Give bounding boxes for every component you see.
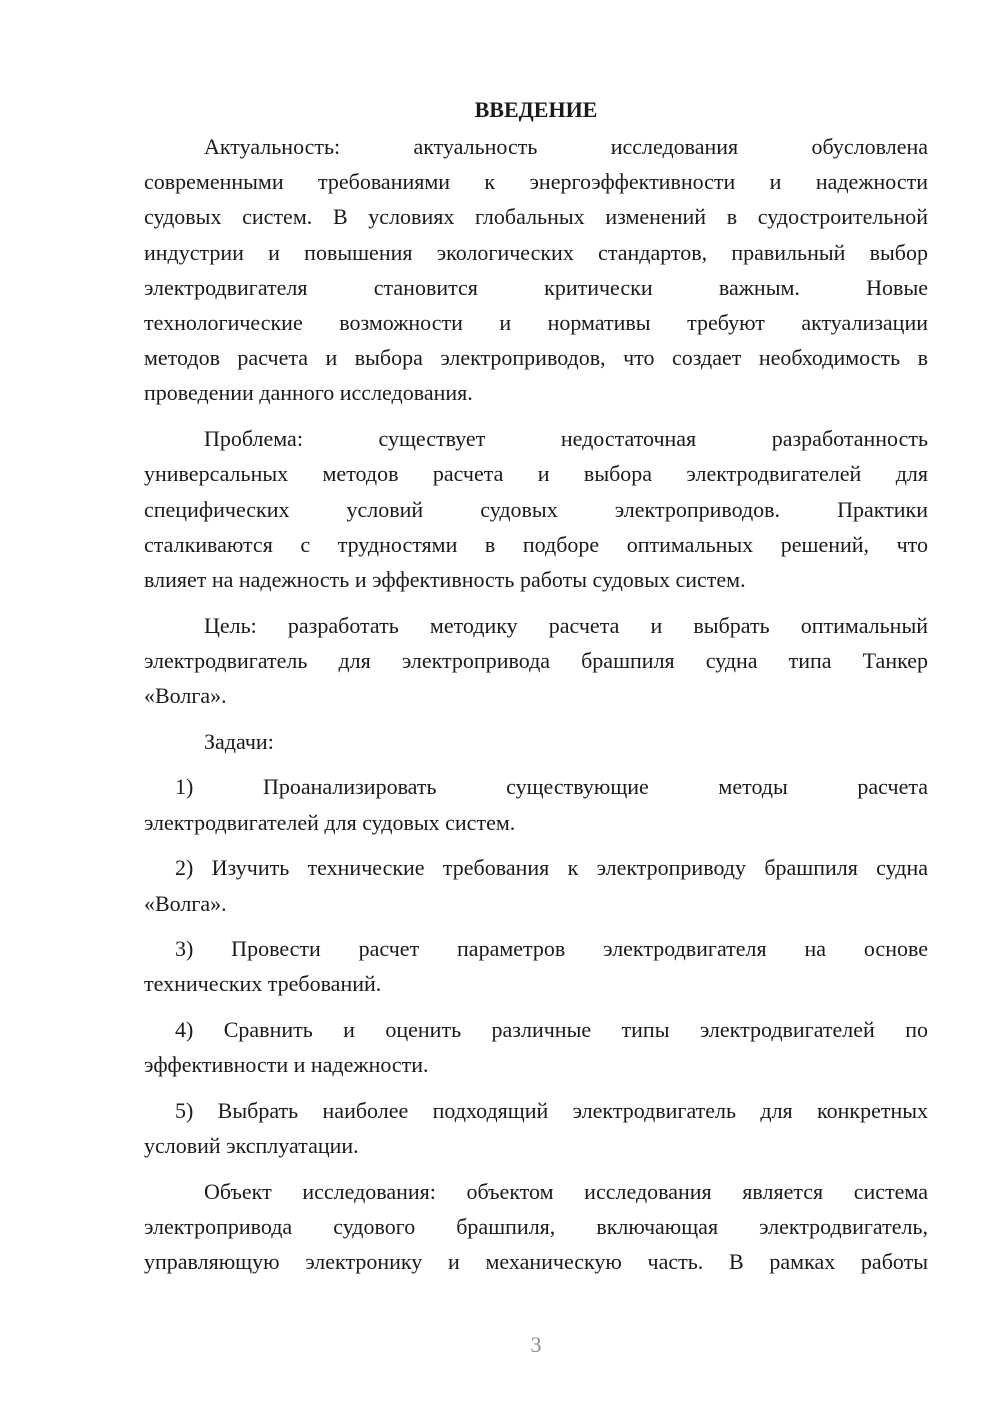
text-line: технологические возможности и нормативы требуют актуализации [144, 310, 928, 336]
paragraph-problem [144, 421, 928, 597]
task-item-4 [144, 1012, 928, 1082]
text-line: 1) Проанализировать существующие методы расчета [175, 774, 928, 800]
text-line: судовых систем. В условиях глобальных изменений в судостроительной [144, 204, 928, 230]
text-line: электродвигателей для судовых систем. [144, 809, 516, 835]
text-line: методов расчета и выбора электроприводов, что создает необходимость в [144, 345, 928, 371]
text-line: влияет на надежность и эффективность работы судовых систем. [144, 566, 746, 592]
text-line: проведении данного исследования. [144, 380, 473, 406]
text-line: «Волга». [144, 890, 227, 916]
text-line: 2) Изучить технические требования к электроприводу брашпиля судна [175, 855, 928, 881]
text-line: эффективности и надежности. [144, 1052, 429, 1078]
text-line: современными требованиями к энергоэффективности и надежности [144, 169, 928, 195]
text-line: управляющую электронику и механическую часть. В рамках работы [144, 1249, 928, 1275]
text-line: Актуальность: актуальность исследования обусловлена [204, 134, 928, 159]
text-line: «Волга». [144, 683, 227, 709]
text-line: специфических условий судовых электроприводов. Практики [144, 496, 928, 522]
text-line: индустрии и повышения экологических стандартов, правильный выбор [144, 239, 928, 265]
text-line: Объект исследования: объектом исследования является система [204, 1178, 928, 1204]
task-item-1 [144, 769, 928, 839]
text-line: электродвигателя становится критически важным. Новые [144, 274, 928, 300]
text-line: 5) Выбрать наиболее подходящий электродвигатель для конкретных [175, 1098, 928, 1124]
document-page [144, 92, 928, 1280]
text-line: Цель: разработать методику расчета и выбрать оптимальный [204, 612, 928, 638]
section-title: ВВЕДЕНИЕ [474, 97, 598, 122]
text-line: Задачи: [204, 728, 274, 754]
text-line: электропривода судового брашпиля, включающая электродвигатель, [144, 1214, 928, 1240]
page-number: 3 [530, 1332, 542, 1357]
text-line: сталкиваются с трудностями в подборе оптимальных решений, что [144, 531, 928, 557]
task-item-2 [144, 850, 928, 920]
paragraph-relevance [144, 129, 928, 411]
paragraph-goal [144, 608, 928, 714]
text-line: 3) Провести расчет параметров электродвигателя на основе [175, 936, 928, 962]
tasks-heading [144, 724, 928, 759]
paragraph-object [144, 1174, 928, 1280]
text-line: универсальных методов расчета и выбора электродвигателей для [144, 461, 928, 487]
text-line: условий эксплуатации. [144, 1133, 359, 1159]
text-line: электродвигатель для электропривода брашпиля судна типа Танкер [144, 647, 928, 673]
task-item-3 [144, 931, 928, 1001]
text-line: 4) Сравнить и оценить различные типы электродвигателей по [175, 1017, 928, 1043]
text-line: Проблема: существует недостаточная разработанность [204, 426, 928, 452]
text-line: технических требований. [144, 971, 382, 997]
task-item-5 [144, 1093, 928, 1163]
